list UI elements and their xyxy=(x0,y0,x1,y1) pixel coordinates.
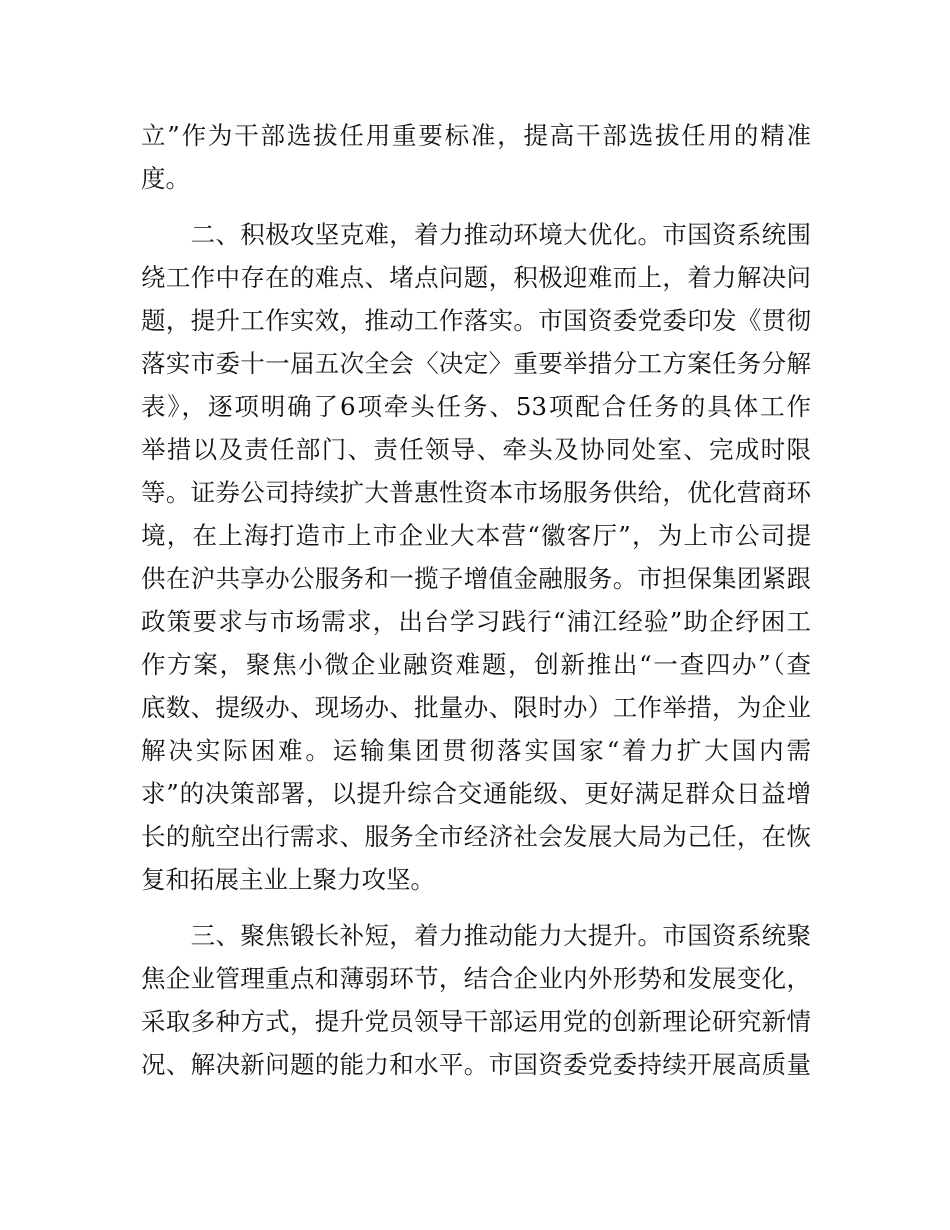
text-line-7: 表》，逐项明确了6项牵头任务、53项配合任务的具体工作 xyxy=(141,392,811,421)
text-line-15: 解决实际困难。运输集团贯彻落实国家“着力扩大国内需 xyxy=(141,736,811,765)
text-line-20: 焦企业管理重点和薄弱环节，结合企业内外形势和发展变化， xyxy=(141,964,811,993)
text-line-10: 境，在上海打造市上市企业大本营“徽客厅”，为上市公司提 xyxy=(141,521,811,550)
text-line-4: 绕工作中存在的难点、堵点问题，积极迎难而上，着力解决问 xyxy=(141,263,811,292)
text-line-19: 三、聚焦锻长补短，着力推动能力大提升。市国资系统聚 xyxy=(141,921,811,950)
text-line-8: 举措以及责任部门、责任领导、牵头及协同处室、完成时限 xyxy=(141,435,811,464)
text-line-9: 等。证券公司持续扩大普惠性资本市场服务供给，优化营商环 xyxy=(141,478,811,507)
text-line-16: 求”的决策部署，以提升综合交通能级、更好满足群众日益增 xyxy=(141,779,811,808)
text-line-22: 况、解决新问题的能力和水平。市国资委党委持续开展高质量 xyxy=(141,1050,811,1079)
text-line-6: 落实市委十一届五次全会〈决定〉重要举措分工方案任务分解 xyxy=(141,349,811,378)
text-line-3: 二、积极攻坚克难，着力推动环境大优化。市国资系统围 xyxy=(141,220,811,249)
text-line-18: 复和拓展主业上聚力攻坚。 xyxy=(141,865,435,894)
text-line-1: 立”作为干部选拔任用重要标准，提高干部选拔任用的精准 xyxy=(141,121,811,150)
text-line-14: 底数、提级办、现场办、批量办、限时办）工作举措，为企业 xyxy=(141,693,811,722)
text-line-17: 长的航空出行需求、服务全市经济社会发展大局为己任，在恢 xyxy=(141,822,811,851)
text-line-21: 采取多种方式，提升党员领导干部运用党的创新理论研究新情 xyxy=(141,1007,811,1036)
text-line-12: 政策要求与市场需求，出台学习践行“浦江经验”助企纾困工 xyxy=(141,607,811,636)
text-line-5: 题，提升工作实效，推动工作落实。市国资委党委印发《贯彻 xyxy=(141,306,811,335)
text-line-13: 作方案，聚焦小微企业融资难题，创新推出“一查四办”（查 xyxy=(141,650,811,679)
text-line-11: 供在沪共享办公服务和一揽子增值金融服务。市担保集团紧跟 xyxy=(141,564,811,593)
text-line-2: 度。 xyxy=(141,164,190,193)
